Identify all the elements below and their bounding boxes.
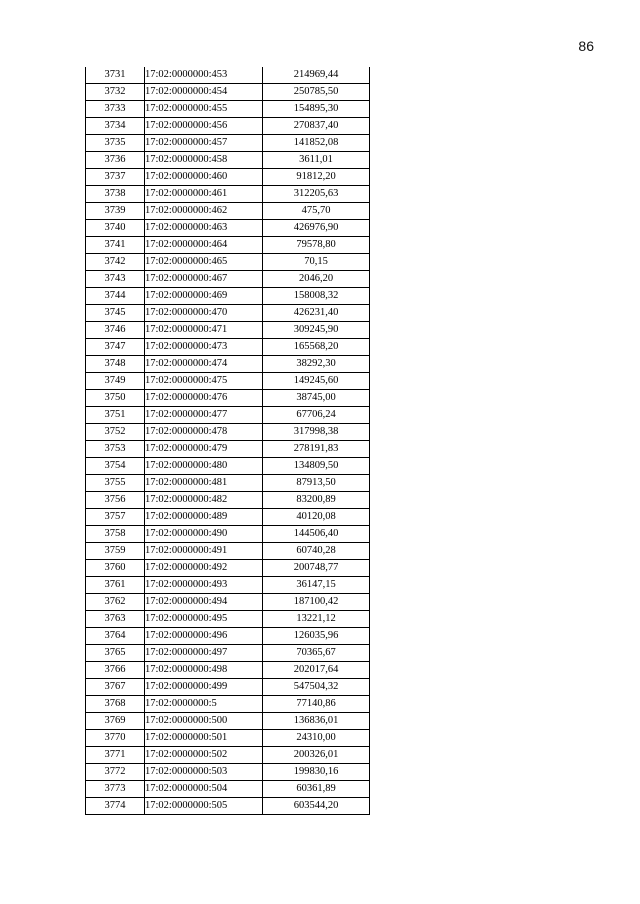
cadastral-number: 17:02:0000000:460 — [145, 169, 263, 186]
cadastral-number: 17:02:0000000:480 — [145, 458, 263, 475]
cadastral-value: 278191,83 — [263, 441, 370, 458]
cadastral-number: 17:02:0000000:502 — [145, 747, 263, 764]
table-row — [86, 339, 370, 356]
row-number: 3755 — [86, 475, 145, 492]
cadastral-value: 2046,20 — [263, 271, 370, 288]
cadastral-value: 200326,01 — [263, 747, 370, 764]
cadastral-value: 38292,30 — [263, 356, 370, 373]
parcel-table — [85, 67, 370, 815]
cadastral-value: 309245,90 — [263, 322, 370, 339]
table-row — [86, 577, 370, 594]
row-number: 3742 — [86, 254, 145, 271]
cadastral-value: 144506,40 — [263, 526, 370, 543]
cadastral-value: 126035,96 — [263, 628, 370, 645]
row-number: 3753 — [86, 441, 145, 458]
cadastral-value: 154895,30 — [263, 101, 370, 118]
table-row — [86, 288, 370, 305]
row-number: 3744 — [86, 288, 145, 305]
table-row — [86, 509, 370, 526]
table-row — [86, 594, 370, 611]
row-number: 3765 — [86, 645, 145, 662]
row-number: 3732 — [86, 84, 145, 101]
cadastral-value: 603544,20 — [263, 798, 370, 815]
row-number: 3739 — [86, 203, 145, 220]
page-number: 86 — [578, 38, 594, 54]
cadastral-value: 3611,01 — [263, 152, 370, 169]
table-row — [86, 67, 370, 84]
cadastral-value: 87913,50 — [263, 475, 370, 492]
cadastral-number: 17:02:0000000:467 — [145, 271, 263, 288]
table-row — [86, 662, 370, 679]
row-number: 3734 — [86, 118, 145, 135]
row-number: 3743 — [86, 271, 145, 288]
row-number: 3741 — [86, 237, 145, 254]
cadastral-value: 202017,64 — [263, 662, 370, 679]
row-number: 3774 — [86, 798, 145, 815]
cadastral-value: 312205,63 — [263, 186, 370, 203]
table-row — [86, 101, 370, 118]
table-row — [86, 152, 370, 169]
row-number: 3737 — [86, 169, 145, 186]
cadastral-value: 547504,32 — [263, 679, 370, 696]
row-number: 3771 — [86, 747, 145, 764]
cadastral-number: 17:02:0000000:464 — [145, 237, 263, 254]
cadastral-number: 17:02:0000000:491 — [145, 543, 263, 560]
table-row — [86, 356, 370, 373]
table-row — [86, 407, 370, 424]
cadastral-number: 17:02:0000000:456 — [145, 118, 263, 135]
table-row — [86, 526, 370, 543]
row-number: 3746 — [86, 322, 145, 339]
cadastral-value: 60361,89 — [263, 781, 370, 798]
row-number: 3740 — [86, 220, 145, 237]
cadastral-number: 17:02:0000000:475 — [145, 373, 263, 390]
cadastral-number: 17:02:0000000:461 — [145, 186, 263, 203]
cadastral-value: 13221,12 — [263, 611, 370, 628]
table-row — [86, 713, 370, 730]
table-row — [86, 237, 370, 254]
row-number: 3764 — [86, 628, 145, 645]
cadastral-number: 17:02:0000000:490 — [145, 526, 263, 543]
cadastral-value: 70,15 — [263, 254, 370, 271]
cadastral-value: 250785,50 — [263, 84, 370, 101]
row-number: 3766 — [86, 662, 145, 679]
row-number: 3747 — [86, 339, 145, 356]
cadastral-number: 17:02:0000000:499 — [145, 679, 263, 696]
table-row — [86, 764, 370, 781]
cadastral-number: 17:02:0000000:505 — [145, 798, 263, 815]
row-number: 3761 — [86, 577, 145, 594]
row-number: 3757 — [86, 509, 145, 526]
table-row — [86, 373, 370, 390]
cadastral-value: 70365,67 — [263, 645, 370, 662]
row-number: 3760 — [86, 560, 145, 577]
cadastral-value: 60740,28 — [263, 543, 370, 560]
cadastral-number: 17:02:0000000:474 — [145, 356, 263, 373]
row-number: 3750 — [86, 390, 145, 407]
row-number: 3751 — [86, 407, 145, 424]
cadastral-number: 17:02:0000000:471 — [145, 322, 263, 339]
cadastral-number: 17:02:0000000:493 — [145, 577, 263, 594]
cadastral-value: 40120,08 — [263, 509, 370, 526]
cadastral-number: 17:02:0000000:469 — [145, 288, 263, 305]
cadastral-value: 77140,86 — [263, 696, 370, 713]
table-row — [86, 424, 370, 441]
table-row — [86, 730, 370, 747]
row-number: 3749 — [86, 373, 145, 390]
cadastral-value: 24310,00 — [263, 730, 370, 747]
cadastral-number: 17:02:0000000:481 — [145, 475, 263, 492]
cadastral-number: 17:02:0000000:492 — [145, 560, 263, 577]
table-row — [86, 781, 370, 798]
row-number: 3759 — [86, 543, 145, 560]
cadastral-value: 136836,01 — [263, 713, 370, 730]
row-number: 3735 — [86, 135, 145, 152]
cadastral-value: 270837,40 — [263, 118, 370, 135]
table-row — [86, 84, 370, 101]
cadastral-value: 36147,15 — [263, 577, 370, 594]
cadastral-number: 17:02:0000000:500 — [145, 713, 263, 730]
table-row — [86, 305, 370, 322]
cadastral-value: 67706,24 — [263, 407, 370, 424]
cadastral-number: 17:02:0000000:495 — [145, 611, 263, 628]
cadastral-value: 91812,20 — [263, 169, 370, 186]
cadastral-value: 426231,40 — [263, 305, 370, 322]
table-row — [86, 679, 370, 696]
cadastral-number: 17:02:0000000:465 — [145, 254, 263, 271]
cadastral-number: 17:02:0000000:482 — [145, 492, 263, 509]
parcel-table-body — [86, 67, 370, 815]
cadastral-number: 17:02:0000000:473 — [145, 339, 263, 356]
table-row — [86, 747, 370, 764]
cadastral-value: 134809,50 — [263, 458, 370, 475]
cadastral-number: 17:02:0000000:478 — [145, 424, 263, 441]
table-row — [86, 169, 370, 186]
row-number: 3738 — [86, 186, 145, 203]
row-number: 3752 — [86, 424, 145, 441]
table-row — [86, 322, 370, 339]
table-row — [86, 628, 370, 645]
cadastral-value: 149245,60 — [263, 373, 370, 390]
cadastral-value: 199830,16 — [263, 764, 370, 781]
cadastral-number: 17:02:0000000:479 — [145, 441, 263, 458]
table-row — [86, 186, 370, 203]
row-number: 3745 — [86, 305, 145, 322]
table-row — [86, 560, 370, 577]
cadastral-number: 17:02:0000000:457 — [145, 135, 263, 152]
cadastral-number: 17:02:0000000:470 — [145, 305, 263, 322]
table-row — [86, 203, 370, 220]
cadastral-number: 17:02:0000000:497 — [145, 645, 263, 662]
table-row — [86, 441, 370, 458]
cadastral-value: 158008,32 — [263, 288, 370, 305]
cadastral-number: 17:02:0000000:5 — [145, 696, 263, 713]
row-number: 3758 — [86, 526, 145, 543]
cadastral-number: 17:02:0000000:463 — [145, 220, 263, 237]
cadastral-number: 17:02:0000000:498 — [145, 662, 263, 679]
cadastral-value: 79578,80 — [263, 237, 370, 254]
cadastral-number: 17:02:0000000:453 — [145, 67, 263, 84]
cadastral-number: 17:02:0000000:455 — [145, 101, 263, 118]
cadastral-value: 165568,20 — [263, 339, 370, 356]
table-row — [86, 220, 370, 237]
row-number: 3763 — [86, 611, 145, 628]
cadastral-number: 17:02:0000000:489 — [145, 509, 263, 526]
table-row — [86, 458, 370, 475]
cadastral-value: 187100,42 — [263, 594, 370, 611]
row-number: 3772 — [86, 764, 145, 781]
row-number: 3756 — [86, 492, 145, 509]
cadastral-value: 475,70 — [263, 203, 370, 220]
cadastral-number: 17:02:0000000:501 — [145, 730, 263, 747]
row-number: 3770 — [86, 730, 145, 747]
table-row — [86, 611, 370, 628]
cadastral-number: 17:02:0000000:494 — [145, 594, 263, 611]
table-row — [86, 254, 370, 271]
table-row — [86, 475, 370, 492]
table-row — [86, 696, 370, 713]
table-row — [86, 645, 370, 662]
cadastral-number: 17:02:0000000:496 — [145, 628, 263, 645]
cadastral-value: 83200,89 — [263, 492, 370, 509]
table-row — [86, 543, 370, 560]
row-number: 3767 — [86, 679, 145, 696]
cadastral-number: 17:02:0000000:477 — [145, 407, 263, 424]
cadastral-value: 200748,77 — [263, 560, 370, 577]
cadastral-number: 17:02:0000000:458 — [145, 152, 263, 169]
table-row — [86, 798, 370, 815]
cadastral-value: 38745,00 — [263, 390, 370, 407]
cadastral-value: 426976,90 — [263, 220, 370, 237]
row-number: 3768 — [86, 696, 145, 713]
cadastral-value: 317998,38 — [263, 424, 370, 441]
row-number: 3748 — [86, 356, 145, 373]
table-row — [86, 118, 370, 135]
row-number: 3733 — [86, 101, 145, 118]
row-number: 3769 — [86, 713, 145, 730]
table-row — [86, 271, 370, 288]
cadastral-value: 214969,44 — [263, 67, 370, 84]
table-row — [86, 135, 370, 152]
table-row — [86, 492, 370, 509]
cadastral-number: 17:02:0000000:476 — [145, 390, 263, 407]
cadastral-number: 17:02:0000000:462 — [145, 203, 263, 220]
table-row — [86, 390, 370, 407]
row-number: 3773 — [86, 781, 145, 798]
cadastral-number: 17:02:0000000:503 — [145, 764, 263, 781]
row-number: 3736 — [86, 152, 145, 169]
row-number: 3731 — [86, 67, 145, 84]
row-number: 3762 — [86, 594, 145, 611]
cadastral-number: 17:02:0000000:454 — [145, 84, 263, 101]
cadastral-value: 141852,08 — [263, 135, 370, 152]
cadastral-number: 17:02:0000000:504 — [145, 781, 263, 798]
row-number: 3754 — [86, 458, 145, 475]
